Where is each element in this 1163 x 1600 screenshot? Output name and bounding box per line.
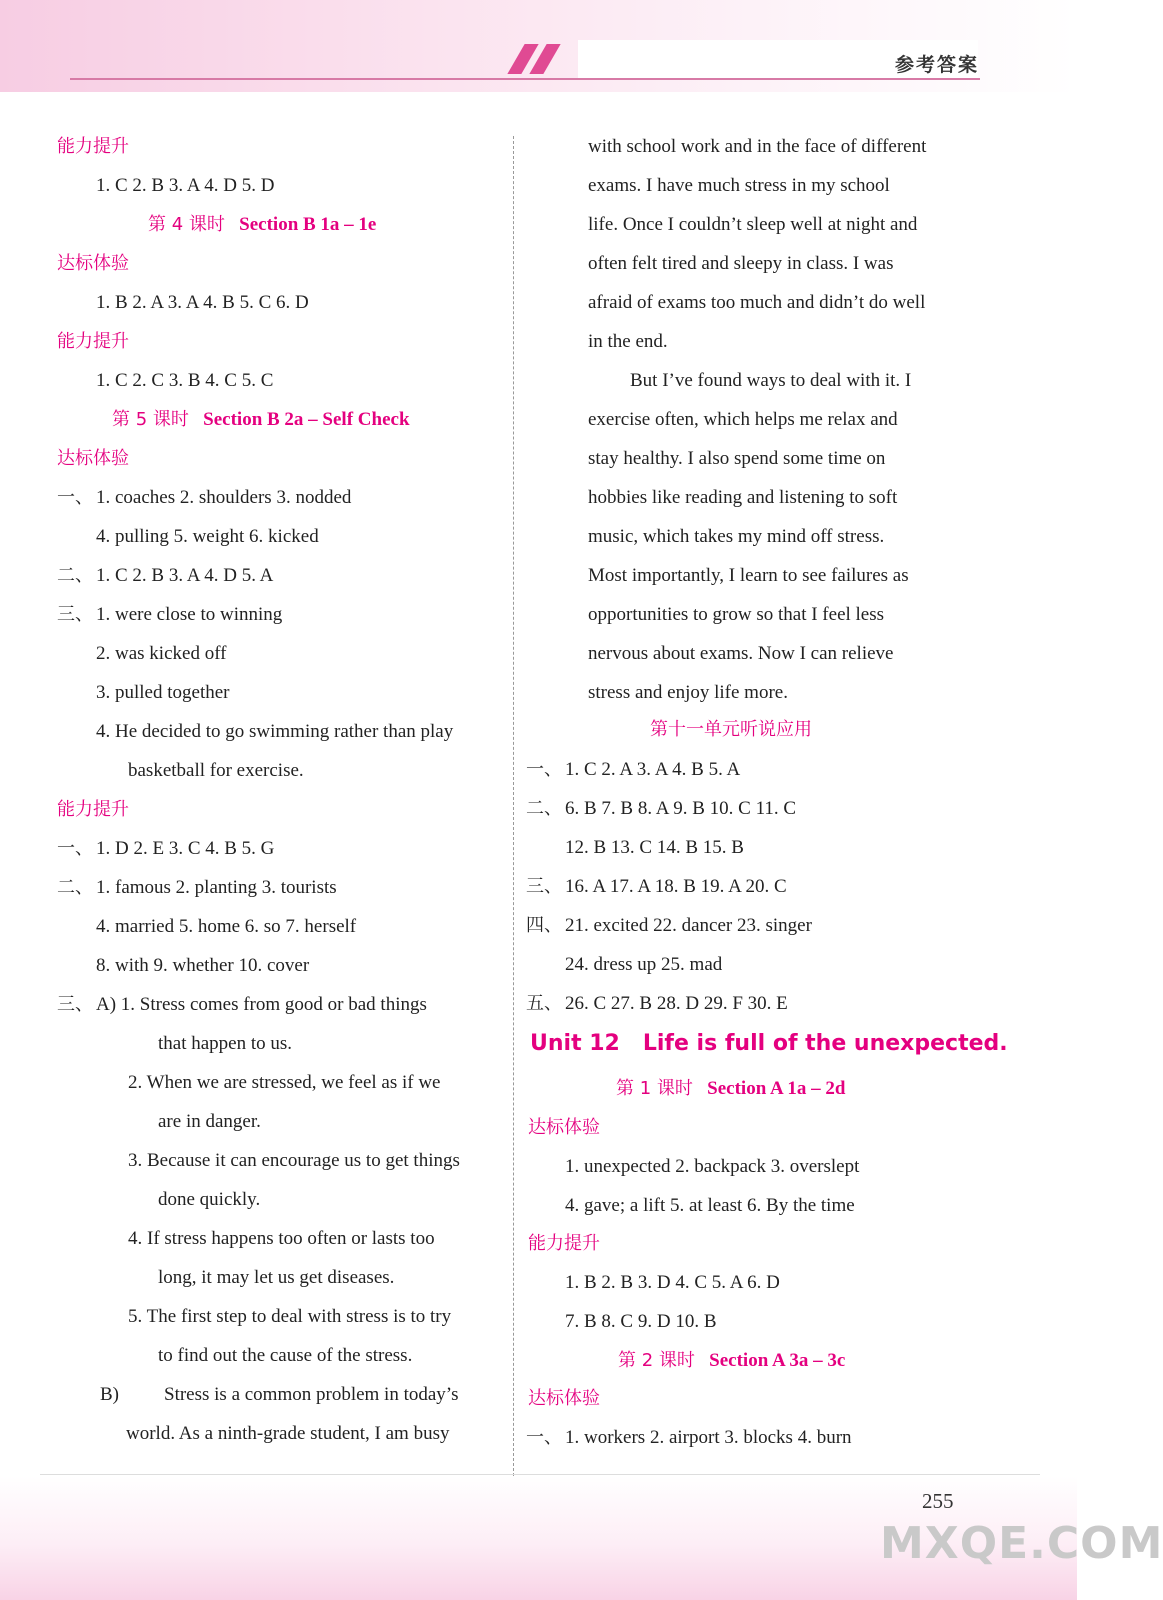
answer-line: 1. C 2. C 3. B 4. C 5. C (96, 370, 274, 391)
part-marker: B) (100, 1384, 119, 1405)
part-marker: 二、 (57, 877, 93, 898)
heading-practice: 达标体验 (57, 448, 129, 469)
passage-line: life. Once I couldn’t sleep well at night and (588, 214, 918, 235)
passage-line: stay healthy. I also spend some time on (588, 448, 886, 469)
passage-line: hobbies like reading and listening to soft (588, 487, 898, 508)
part-marker: 三、 (57, 994, 93, 1015)
answer-line: 1. coaches 2. shoulders 3. nodded (96, 487, 352, 508)
passage-line: stress and enjoy life more. (588, 682, 788, 703)
answer-line: done quickly. (158, 1189, 261, 1210)
passage-line: in the end. (588, 331, 668, 352)
unit-title (530, 1030, 1008, 1058)
answer-line: world. As a ninth-grade student, I am busy (126, 1423, 450, 1444)
column-divider (513, 136, 514, 1476)
answer-line: 8. with 9. whether 10. cover (96, 955, 310, 976)
lesson-number: 第 4 课时 (148, 214, 225, 235)
answer-line: 5. The first step to deal with stress is to try (128, 1306, 452, 1327)
lesson-section: Section A 3a – 3c (709, 1350, 846, 1371)
heading-ability: 能力提升 (57, 136, 129, 157)
heading-ability: 能力提升 (57, 799, 129, 820)
answer-line: 3. Because it can encourage us to get things (128, 1150, 460, 1171)
passage-line: exercise often, which helps me relax and (588, 409, 898, 430)
part-marker: 三、 (526, 876, 562, 897)
answer-line: basketball for exercise. (128, 760, 304, 781)
answer-line: 12. B 13. C 14. B 15. B (565, 837, 744, 858)
answer-line: 24. dress up 25. mad (565, 954, 723, 975)
lesson-section: Section B 1a – 1e (239, 214, 377, 235)
lesson-section: Section B 2a – Self Check (203, 409, 410, 430)
heading-practice: 达标体验 (57, 253, 129, 274)
answer-line: 4. gave; a lift 5. at least 6. By the time (565, 1195, 855, 1216)
lesson-number: 第 2 课时 (618, 1350, 695, 1371)
passage-line: But I’ve found ways to deal with it. I (630, 370, 912, 391)
answer-line: 3. pulled together (96, 682, 230, 703)
header-label: 参考答案 (895, 54, 980, 76)
passage-line: with school work and in the face of different (588, 136, 927, 157)
answer-line: 1. C 2. A 3. A 4. B 5. A (565, 759, 741, 780)
answer-line: Stress is a common problem in today’s (164, 1384, 459, 1405)
answer-line: that happen to us. (158, 1033, 293, 1054)
passage-line: Most importantly, I learn to see failures as (588, 565, 909, 586)
passage-line: afraid of exams too much and didn’t do well (588, 292, 926, 313)
answer-line: to find out the cause of the stress. (158, 1345, 413, 1366)
part-marker: 三、 (57, 604, 93, 625)
answer-line: 7. B 8. C 9. D 10. B (565, 1311, 717, 1332)
answer-line: 1. C 2. B 3. A 4. D 5. A (96, 565, 274, 586)
passage-line: nervous about exams. Now I can relieve (588, 643, 894, 664)
answer-line: 1. were close to winning (96, 604, 283, 625)
lesson-number: 第 1 课时 (616, 1078, 693, 1099)
answer-line: A) 1. Stress comes from good or bad things (96, 994, 427, 1015)
answer-line: 4. If stress happens too often or lasts too (128, 1228, 435, 1249)
answer-line: 1. C 2. B 3. A 4. D 5. D (96, 175, 275, 196)
lesson-number: 第 5 课时 (112, 409, 189, 430)
answer-line: 1. workers 2. airport 3. blocks 4. burn (565, 1427, 852, 1448)
answer-line: 1. D 2. E 3. C 4. B 5. G (96, 838, 275, 859)
part-marker: 二、 (526, 798, 562, 819)
answer-line: 2. When we are stressed, we feel as if we (128, 1072, 441, 1093)
passage-line: music, which takes my mind off stress. (588, 526, 885, 547)
passage-line: often felt tired and sleepy in class. I was (588, 253, 894, 274)
lesson-title (616, 1077, 845, 1101)
answer-line: 21. excited 22. dancer 23. singer (565, 915, 812, 936)
heading-practice: 达标体验 (528, 1388, 600, 1409)
unit-name: Life is full of the unexpected. (642, 1031, 1008, 1056)
lesson-title (148, 213, 376, 237)
answer-line: 1. famous 2. planting 3. tourists (96, 877, 337, 898)
lesson-title (112, 408, 410, 432)
answer-line: 1. B 2. B 3. D 4. C 5. A 6. D (565, 1272, 780, 1293)
unit-number: Unit 12 (530, 1031, 620, 1056)
part-marker: 二、 (57, 565, 93, 586)
footer-rule (40, 1474, 1040, 1475)
answer-line: 2. was kicked off (96, 643, 227, 664)
answer-line: 4. married 5. home 6. so 7. herself (96, 916, 357, 937)
part-marker: 一、 (526, 759, 562, 780)
answer-line: 1. unexpected 2. backpack 3. overslept (565, 1156, 860, 1177)
part-marker: 一、 (57, 838, 93, 859)
answer-line: 6. B 7. B 8. A 9. B 10. C 11. C (565, 798, 797, 819)
heading-ability: 能力提升 (57, 331, 129, 352)
passage-line: exams. I have much stress in my school (588, 175, 890, 196)
answer-line: are in danger. (158, 1111, 261, 1132)
unit-review-title: 第十一单元听说应用 (650, 719, 812, 740)
part-marker: 四、 (526, 915, 562, 936)
passage-line: opportunities to grow so that I feel less (588, 604, 885, 625)
page-number: 255 (922, 1489, 954, 1513)
watermark: MXQE.COM (880, 1518, 1163, 1569)
header-rule (70, 78, 980, 80)
lesson-section: Section A 1a – 2d (707, 1078, 846, 1099)
answer-line: 4. He decided to go swimming rather than play (96, 721, 454, 742)
answer-line: 16. A 17. A 18. B 19. A 20. C (565, 876, 787, 897)
part-marker: 五、 (526, 993, 562, 1014)
answer-line: 26. C 27. B 28. D 29. F 30. E (565, 993, 788, 1014)
part-marker: 一、 (57, 487, 93, 508)
answer-line: 1. B 2. A 3. A 4. B 5. C 6. D (96, 292, 309, 313)
part-marker: 一、 (526, 1427, 562, 1448)
answer-line: 4. pulling 5. weight 6. kicked (96, 526, 319, 547)
heading-practice: 达标体验 (528, 1117, 600, 1138)
heading-ability: 能力提升 (528, 1233, 600, 1254)
lesson-title (618, 1349, 845, 1373)
answer-line: long, it may let us get diseases. (158, 1267, 395, 1288)
